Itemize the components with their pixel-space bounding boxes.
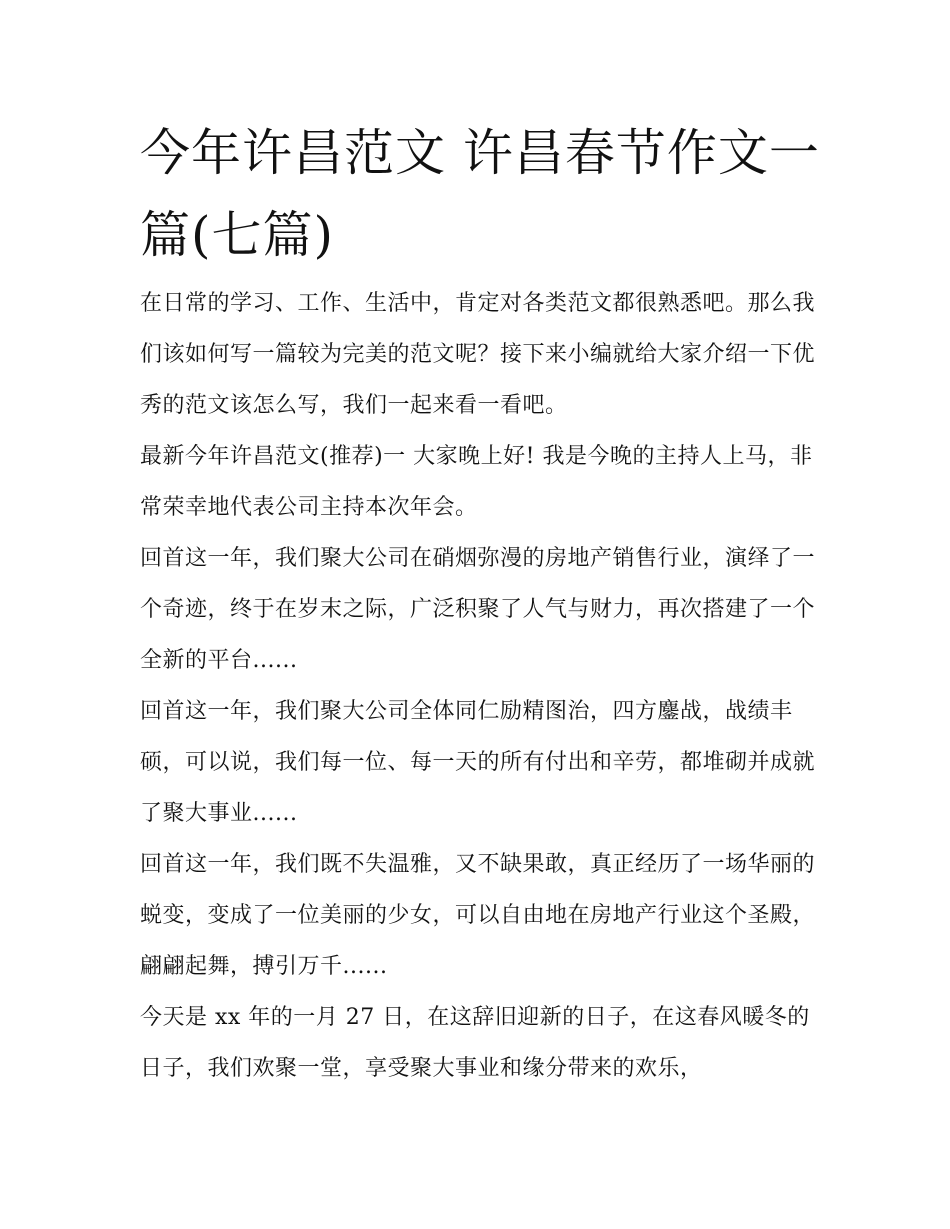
document-title: 今年许昌范文 许昌春节作文一篇(七篇) [140, 124, 820, 264]
paragraph-opening: 最新今年许昌范文(推荐)一 大家晚上好! 我是今晚的主持人上马，非常荣幸地代表公司主持本次年会。 [140, 444, 813, 520]
paragraph-intro: 在日常的学习、工作、生活中，肯定对各类范文都很熟悉吧。那么我们该如何写一篇较为完美的范文呢？接下来小编就给大家介绍一下优秀的范文该怎么写，我们一起来看一看吧。 [140, 291, 816, 418]
paragraph-review-3: 回首这一年，我们既不失温雅，又不缺果敢，真正经历了一场华丽的蜕变，变成了一位美丽的少女，可以自由地在房地产行业这个圣殿，翩翩起舞，搏引万千...... [140, 852, 816, 979]
paragraph-review-1: 回首这一年，我们聚大公司在硝烟弥漫的房地产销售行业，演绎了一个奇迹，终于在岁末之际，广泛积聚了人气与财力，再次搭建了一个全新的平台...... [140, 546, 816, 673]
paragraph-review-2: 回首这一年，我们聚大公司全体同仁励精图治，四方鏖战，战绩丰硕，可以说，我们每一位、每一天的所有付出和辛劳，都堆砌并成就了聚大事业...... [140, 699, 816, 826]
document-body [140, 278, 820, 1094]
paragraph-today: 今天是 xx 年的一月 27 日，在这辞旧迎新的日子，在这春风暖冬的日子，我们欢聚一堂，享受聚大事业和缘分带来的欢乐， [140, 1005, 810, 1081]
